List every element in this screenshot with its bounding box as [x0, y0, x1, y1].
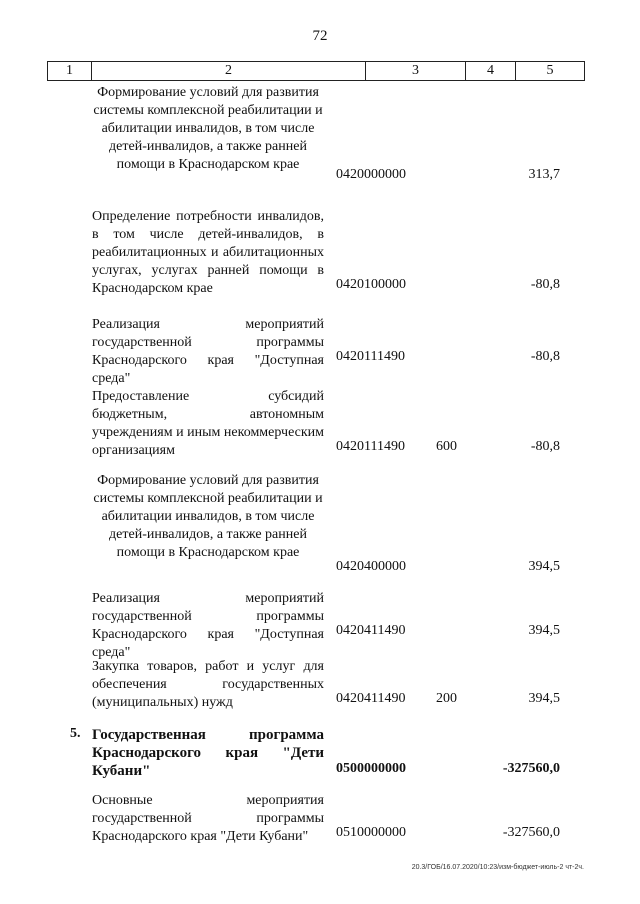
row-description: Формирование условий для развития системы комплексной реабилитации и абилитации инвалидов, в том числе детей-инвалидов, а также ранней помощи в Краснодарском крае: [93, 85, 323, 172]
row-code: 0510000000: [336, 825, 406, 840]
table-row: [0, 792, 640, 842]
header-col-2: 2: [92, 62, 366, 80]
table-header-row: [47, 61, 585, 81]
row-code: 0420100000: [336, 277, 406, 292]
table-row: [0, 658, 640, 708]
header-col-4: 4: [466, 62, 516, 80]
row-amount: -327560,0: [502, 761, 560, 776]
row-code: 0500000000: [336, 761, 406, 776]
row-description: Реализация мероприятий государственной программы Краснодарского края "Доступная среда": [92, 317, 324, 386]
table-row: [0, 590, 640, 660]
row-code: 0420111490: [336, 349, 405, 364]
table-row: [0, 208, 640, 294]
row-amount: 394,5: [528, 559, 560, 574]
row-description: Определение потребности инвалидов, в том числе детей-инвалидов, в реабилитационных и абилитационных услугах, услугах ранней помощи в Краснодарском крае: [92, 209, 324, 296]
row-amount: 394,5: [528, 691, 560, 706]
row-expense-type: 600: [436, 439, 457, 454]
row-amount: 313,7: [528, 167, 560, 182]
row-amount: 394,5: [528, 623, 560, 638]
row-code: 0420411490: [336, 691, 406, 706]
table-row-program: [0, 726, 640, 778]
header-col-1: 1: [48, 62, 92, 80]
row-amount: -327560,0: [502, 825, 560, 840]
row-code: 0420111490: [336, 439, 405, 454]
table-row: [0, 316, 640, 386]
header-col-5: 5: [546, 63, 554, 78]
footer-file-note: 20.3/ГОБ/16.07.2020/10:23/изм-бюджет-июль-2 чт-2ч.: [411, 864, 584, 871]
row-expense-type: 200: [436, 691, 457, 706]
page-number: 72: [312, 28, 328, 44]
header-col-3: 3: [366, 62, 466, 80]
row-amount: -80,8: [530, 277, 560, 292]
row-amount: -80,8: [530, 349, 560, 364]
row-amount: -80,8: [530, 439, 560, 454]
row-description: Основные мероприятия государственной программы Краснодарского края "Дети Кубани": [92, 793, 324, 844]
row-description: Предоставление субсидий бюджетным, автономным учреждениям и иным некоммерческим организациям: [92, 389, 324, 458]
row-code: 0420411490: [336, 623, 406, 638]
table-row: [0, 84, 640, 184]
row-description: Закупка товаров, работ и услуг для обеспечения государственных (муниципальных) нужд: [92, 659, 324, 710]
table-row: [0, 388, 640, 456]
row-code: 0420000000: [336, 167, 406, 182]
table-row: [0, 472, 640, 576]
row-description: Формирование условий для развития системы комплексной реабилитации и абилитации инвалидов, в том числе детей-инвалидов, а также ранней помощи в Краснодарском крае: [93, 473, 323, 560]
row-description: Государственная программа Краснодарского края "Дети Кубани": [92, 727, 324, 779]
row-code: 0420400000: [336, 559, 406, 574]
row-description: Реализация мероприятий государственной программы Краснодарского края "Доступная среда": [92, 591, 324, 660]
row-number: 5.: [70, 726, 81, 741]
